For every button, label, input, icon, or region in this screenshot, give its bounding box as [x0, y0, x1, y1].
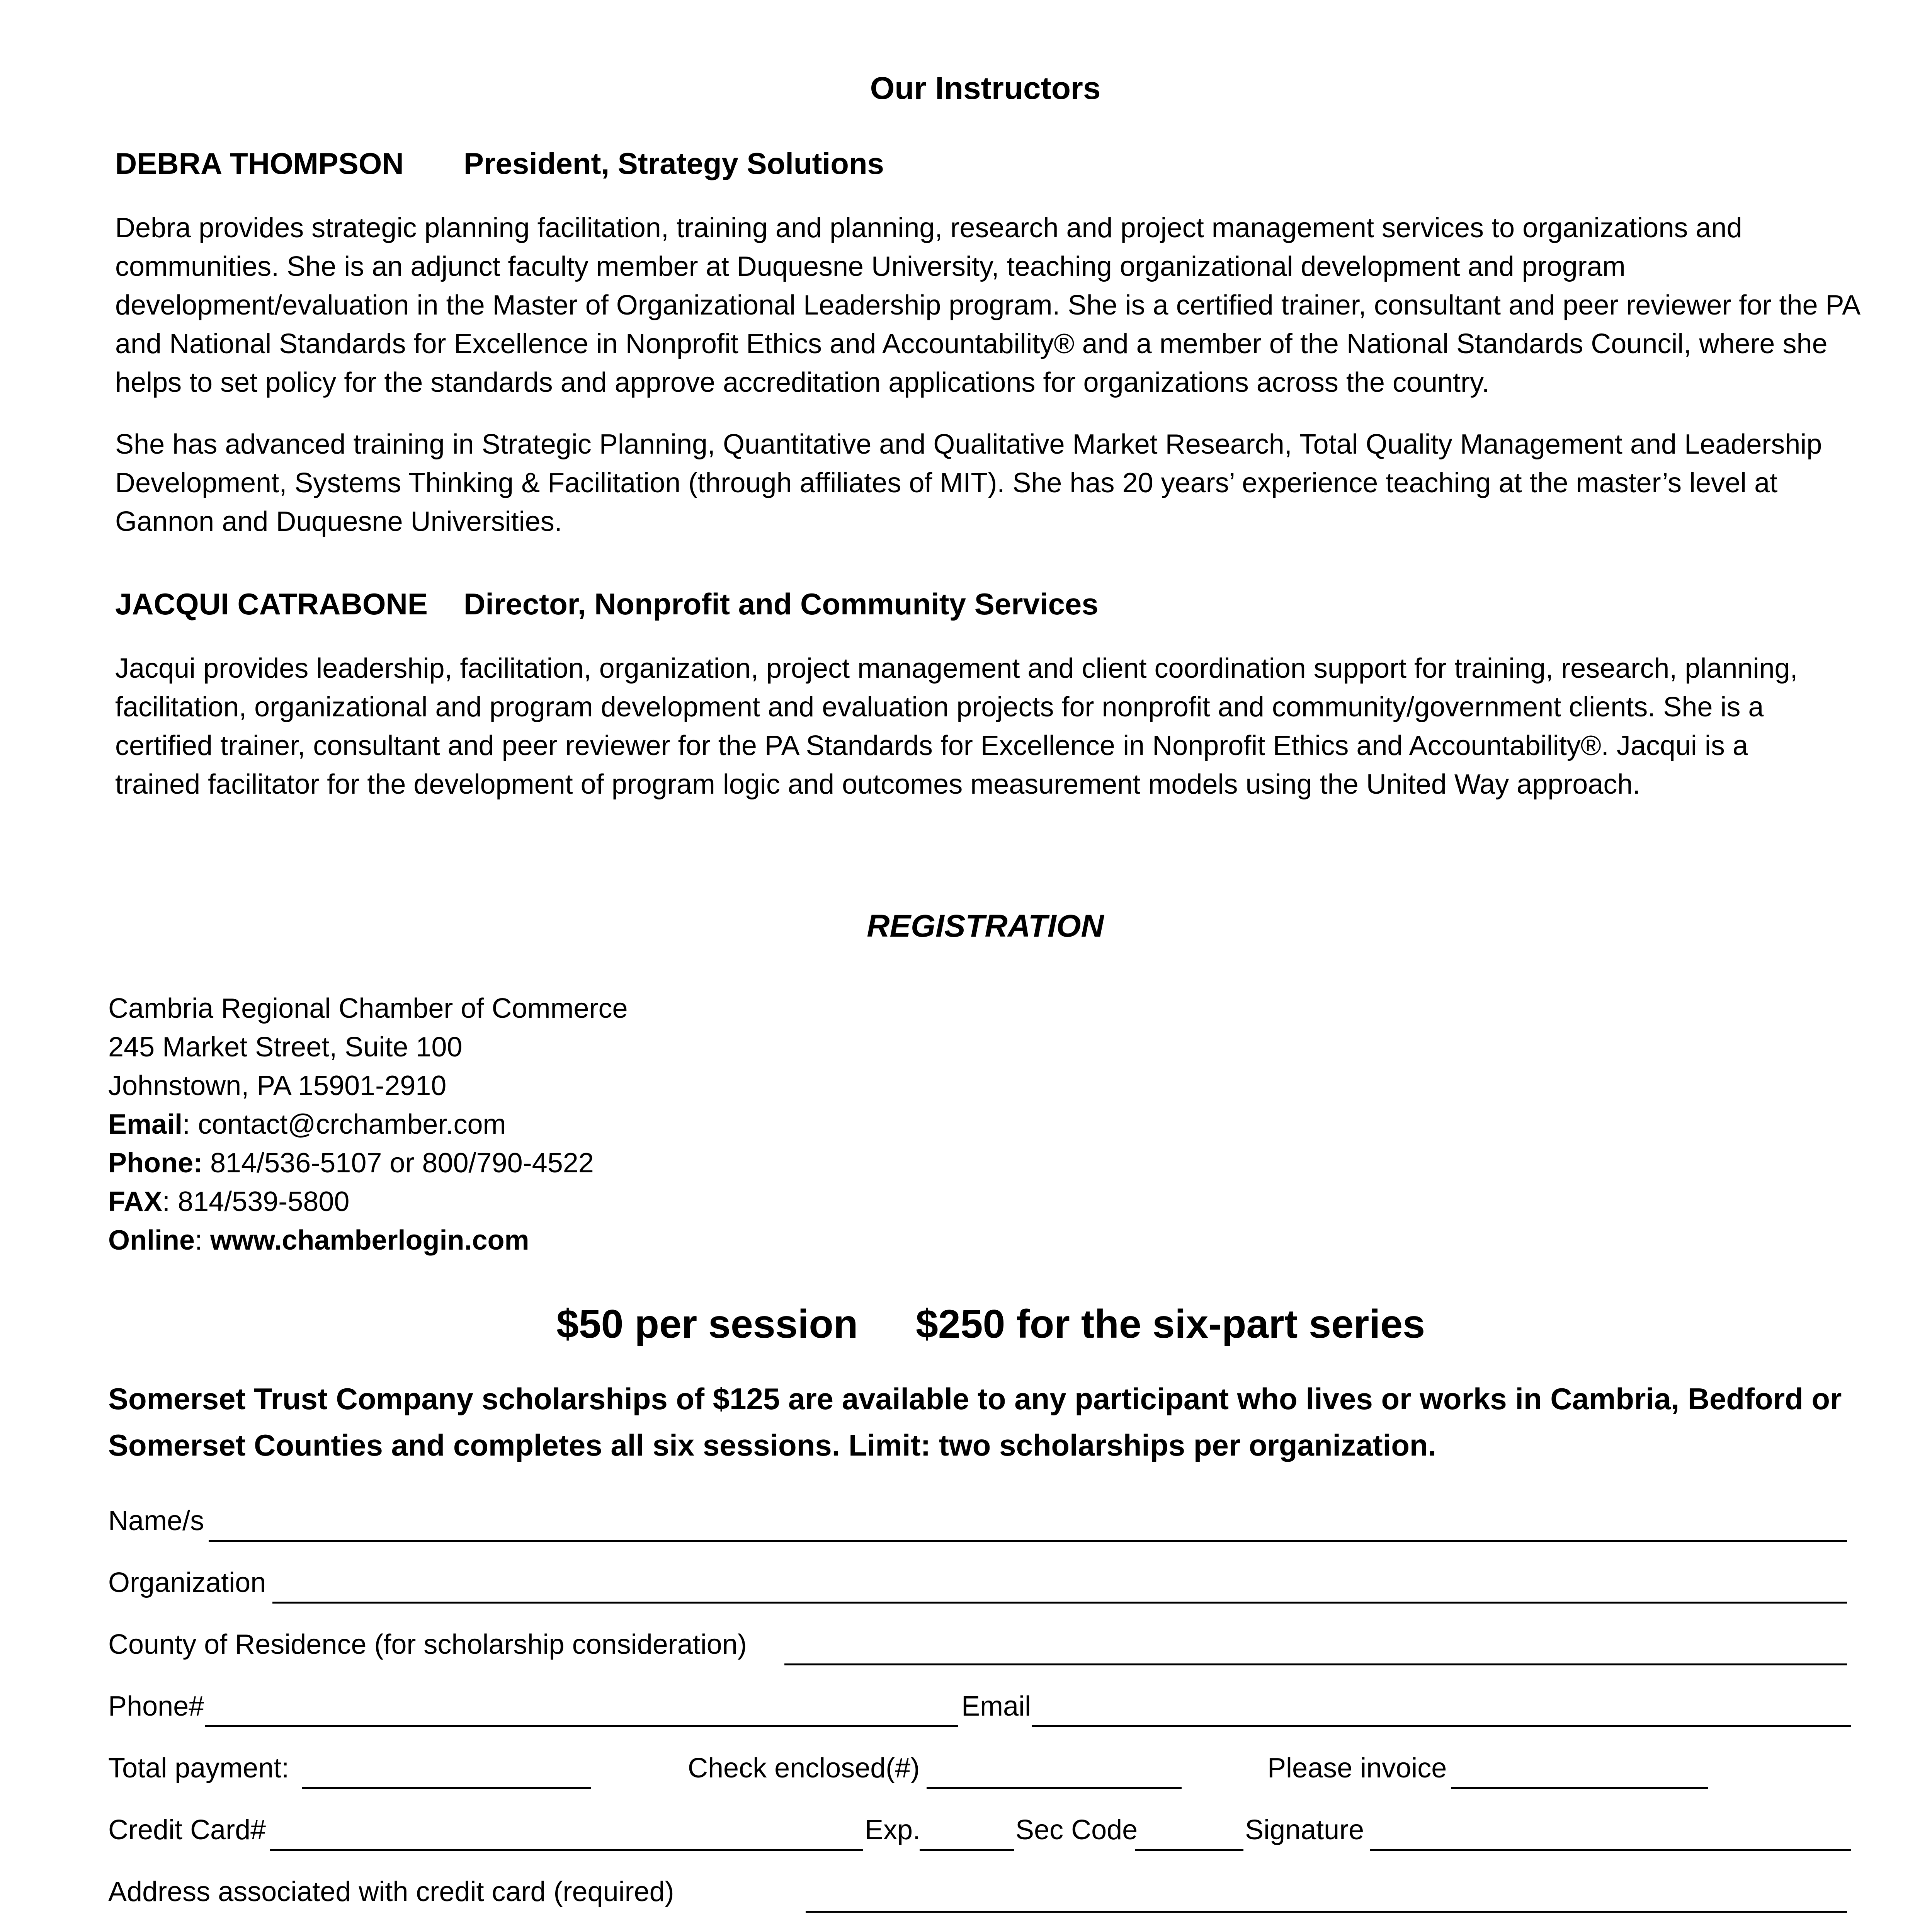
debra-bio-1: Debra provides strategic planning facilitation, training and planning, research and project management services to organizations and communities. She is an adjunct faculty member at Duquesne University, teaching organizational development and program development/evaluation in the Master of Organizational Leadership program. She is a certified trainer, consultant and peer reviewer for the PA and National Standards for Excellence in Nonprofit Ethics and Accountability® and a member of the National Standards Council, where she helps to set policy for the standards and approve accreditation applications for organizations across the country. [115, 213, 1859, 398]
fax-value: : 814/539-5800 [162, 1186, 350, 1217]
signature-field[interactable] [1370, 1849, 1851, 1851]
county-label: County of Residence (for scholarship consideration) [108, 1629, 747, 1660]
total-payment-label: Total payment: [108, 1753, 289, 1784]
invoice-label: Please invoice [1267, 1753, 1447, 1784]
debra-title: President, Strategy Solutions [464, 146, 884, 180]
chamber-name: Cambria Regional Chamber of Commerce [108, 993, 628, 1024]
check-field[interactable] [927, 1787, 1182, 1789]
scholarship-note: Somerset Trust Company scholarships of $125 are available to any participant who lives or works in Cambria, Bedford or Somerset Counties and completes all six sessions. Limit: two scholarships per organization. [108, 1382, 1842, 1462]
exp-field[interactable] [920, 1849, 1014, 1851]
chamber-email [108, 1105, 506, 1144]
sec-code-field[interactable] [1135, 1849, 1243, 1851]
email-label-form: Email [961, 1691, 1031, 1722]
chamber-online [108, 1221, 529, 1260]
organization-label: Organization [108, 1567, 266, 1598]
chamber-city: Johnstown, PA 15901-2910 [108, 1070, 447, 1101]
email-field[interactable] [1032, 1725, 1851, 1727]
online-link[interactable]: www.chamberlogin.com [210, 1225, 529, 1256]
credit-card-field[interactable] [270, 1849, 863, 1851]
debra-bio-2: She has advanced training in Strategic Planning, Quantitative and Qualitative Market Research, Total Quality Management and Leadership Development, Systems Thinking & Facilitation (through affiliates of MIT). She has 20 years’ experience teaching at the master’s level at Gannon and Duquesne Universities. [115, 429, 1822, 537]
instructors-heading: Our Instructors [870, 71, 1101, 106]
address-cc-label: Address associated with credit card (required) [108, 1876, 674, 1907]
price-per-session: $50 per session [556, 1302, 858, 1347]
names-field[interactable] [209, 1540, 1847, 1542]
phone-label: Phone: [108, 1148, 202, 1179]
jacqui-name: JACQUI CATRABONE [115, 587, 428, 621]
names-label: Name/s [108, 1505, 204, 1536]
sec-code-label: Sec Code [1015, 1815, 1138, 1845]
phone-value: 814/536-5107 or 800/790-4522 [202, 1148, 594, 1179]
exp-label: Exp. [865, 1815, 921, 1845]
chamber-street: 245 Market Street, Suite 100 [108, 1032, 463, 1063]
credit-card-label: Credit Card# [108, 1815, 266, 1845]
jacqui-title: Director, Nonprofit and Community Services [464, 587, 1099, 621]
total-payment-field[interactable] [302, 1787, 591, 1789]
phone-label-form: Phone# [108, 1691, 204, 1722]
invoice-field[interactable] [1451, 1787, 1708, 1789]
email-label: Email [108, 1109, 183, 1140]
email-value[interactable]: : contact@crchamber.com [182, 1109, 506, 1140]
debra-name: DEBRA THOMPSON [115, 146, 404, 180]
registration-heading: REGISTRATION [867, 908, 1104, 944]
price-series: $250 for the six-part series [916, 1302, 1425, 1347]
check-label: Check enclosed(#) [688, 1753, 920, 1784]
organization-field[interactable] [272, 1602, 1847, 1604]
online-label: Online [108, 1225, 195, 1256]
fax-label: FAX [108, 1186, 163, 1217]
chamber-phone [108, 1144, 594, 1182]
address-cc-field-1[interactable] [806, 1911, 1847, 1913]
county-field[interactable] [784, 1663, 1847, 1665]
online-separator: : [195, 1225, 211, 1256]
chamber-fax [108, 1182, 349, 1221]
phone-field[interactable] [205, 1725, 958, 1727]
signature-label: Signature [1245, 1815, 1364, 1845]
jacqui-bio: Jacqui provides leadership, facilitation, organization, project management and client coordination support for training, research, planning, facilitation, organizational and program development and evaluation projects for nonprofit and community/government clients. She is a certified trainer, consultant and peer reviewer for the PA Standards for Excellence in Nonprofit Ethics and Accountability®. Jacqui is a trained facilitator for the development of program logic and outcomes measurement models using the United Way approach. [115, 653, 1798, 800]
